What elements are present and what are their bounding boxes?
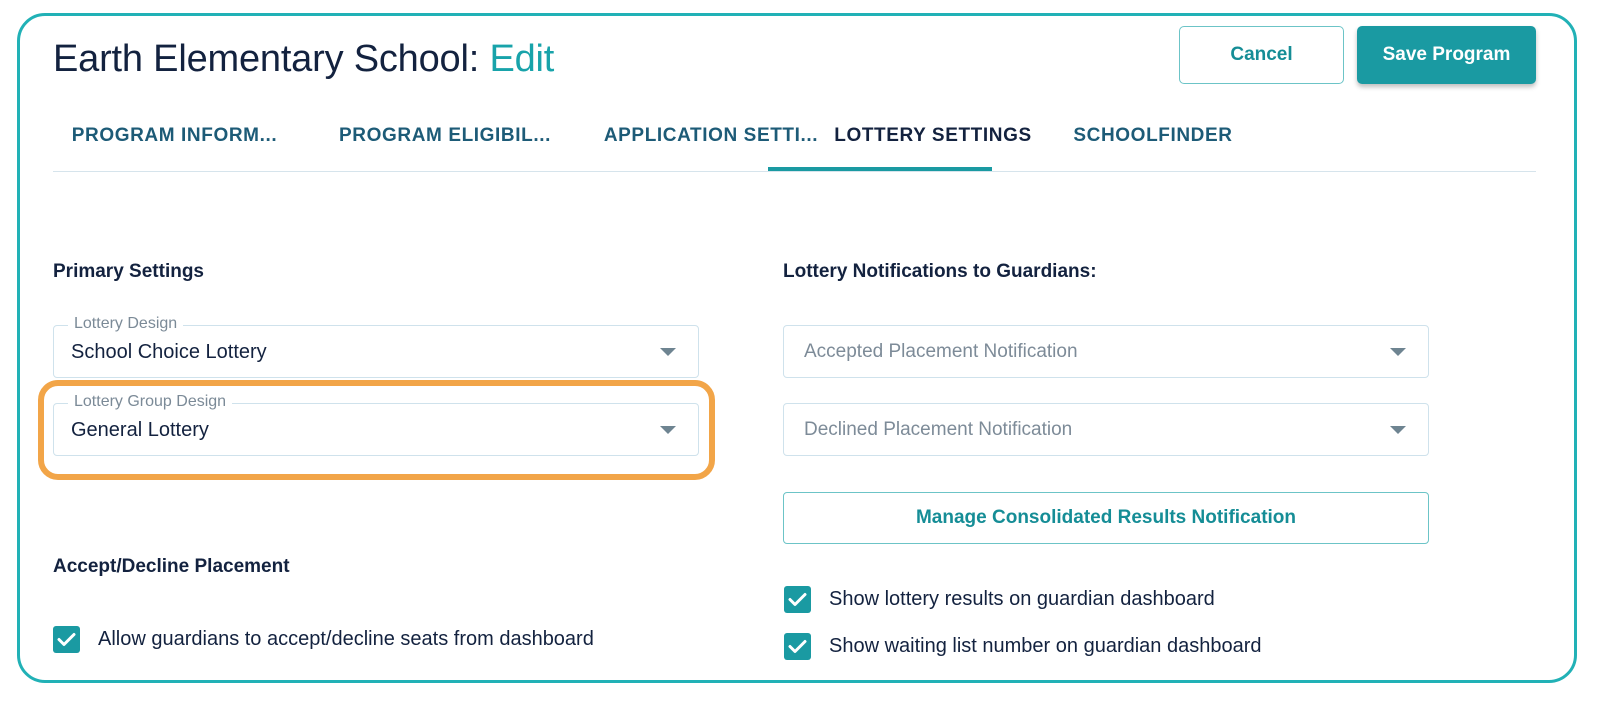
dropdown-arrow-icon [660,348,676,356]
tab-schoolfinder[interactable]: SCHOOLFINDER [1073,124,1233,146]
declined-placement-placeholder: Declined Placement Notification [804,419,1073,440]
show-lottery-results-row[interactable] [784,586,1215,613]
manage-consolidated-results-button[interactable]: Manage Consolidated Results Notification [783,492,1429,544]
accept-decline-heading: Accept/Decline Placement [53,556,290,577]
tab-lottery-settings[interactable]: LOTTERY SETTINGS [834,124,1032,146]
page-title-school: Earth Elementary School: [53,38,480,80]
lottery-design-value: School Choice Lottery [71,341,267,363]
primary-settings-heading: Primary Settings [53,261,204,282]
save-program-button[interactable]: Save Program [1357,26,1536,84]
dropdown-arrow-icon [1390,426,1406,434]
checkmark-icon [57,632,76,647]
page-title [53,38,554,81]
declined-placement-notification-select[interactable] [783,403,1429,456]
tab-program-eligibility[interactable]: PROGRAM ELIGIBIL... [339,124,551,146]
dropdown-arrow-icon [1390,348,1406,356]
allow-accept-decline-row[interactable] [53,626,594,653]
lottery-notifications-heading: Lottery Notifications to Guardians: [783,261,1097,282]
lottery-group-design-value: General Lottery [71,419,209,441]
tab-bar [53,100,1536,172]
checkmark-icon [788,592,807,607]
show-waiting-list-row[interactable] [784,633,1262,660]
active-tab-indicator [768,167,992,171]
page-title-mode: Edit [489,38,555,80]
show-lottery-results-label: Show lottery results on guardian dashboard [829,588,1215,610]
show-lottery-results-checkbox[interactable] [784,586,811,613]
show-waiting-list-label: Show waiting list number on guardian dashboard [829,635,1262,657]
allow-accept-decline-label: Allow guardians to accept/decline seats from dashboard [98,628,594,650]
cancel-button[interactable]: Cancel [1179,26,1344,84]
checkmark-icon [788,639,807,654]
highlight-outline [38,380,715,480]
lottery-design-label: Lottery Design [68,314,183,334]
lottery-group-design-label: Lottery Group Design [68,392,232,412]
tab-program-information[interactable]: PROGRAM INFORM... [71,124,278,146]
accepted-placement-notification-select[interactable] [783,325,1429,378]
allow-accept-decline-checkbox[interactable] [53,626,80,653]
tab-application-settings[interactable]: APPLICATION SETTI... [603,124,819,146]
show-waiting-list-checkbox[interactable] [784,633,811,660]
accepted-placement-placeholder: Accepted Placement Notification [804,341,1078,362]
lottery-design-select[interactable] [53,315,699,378]
